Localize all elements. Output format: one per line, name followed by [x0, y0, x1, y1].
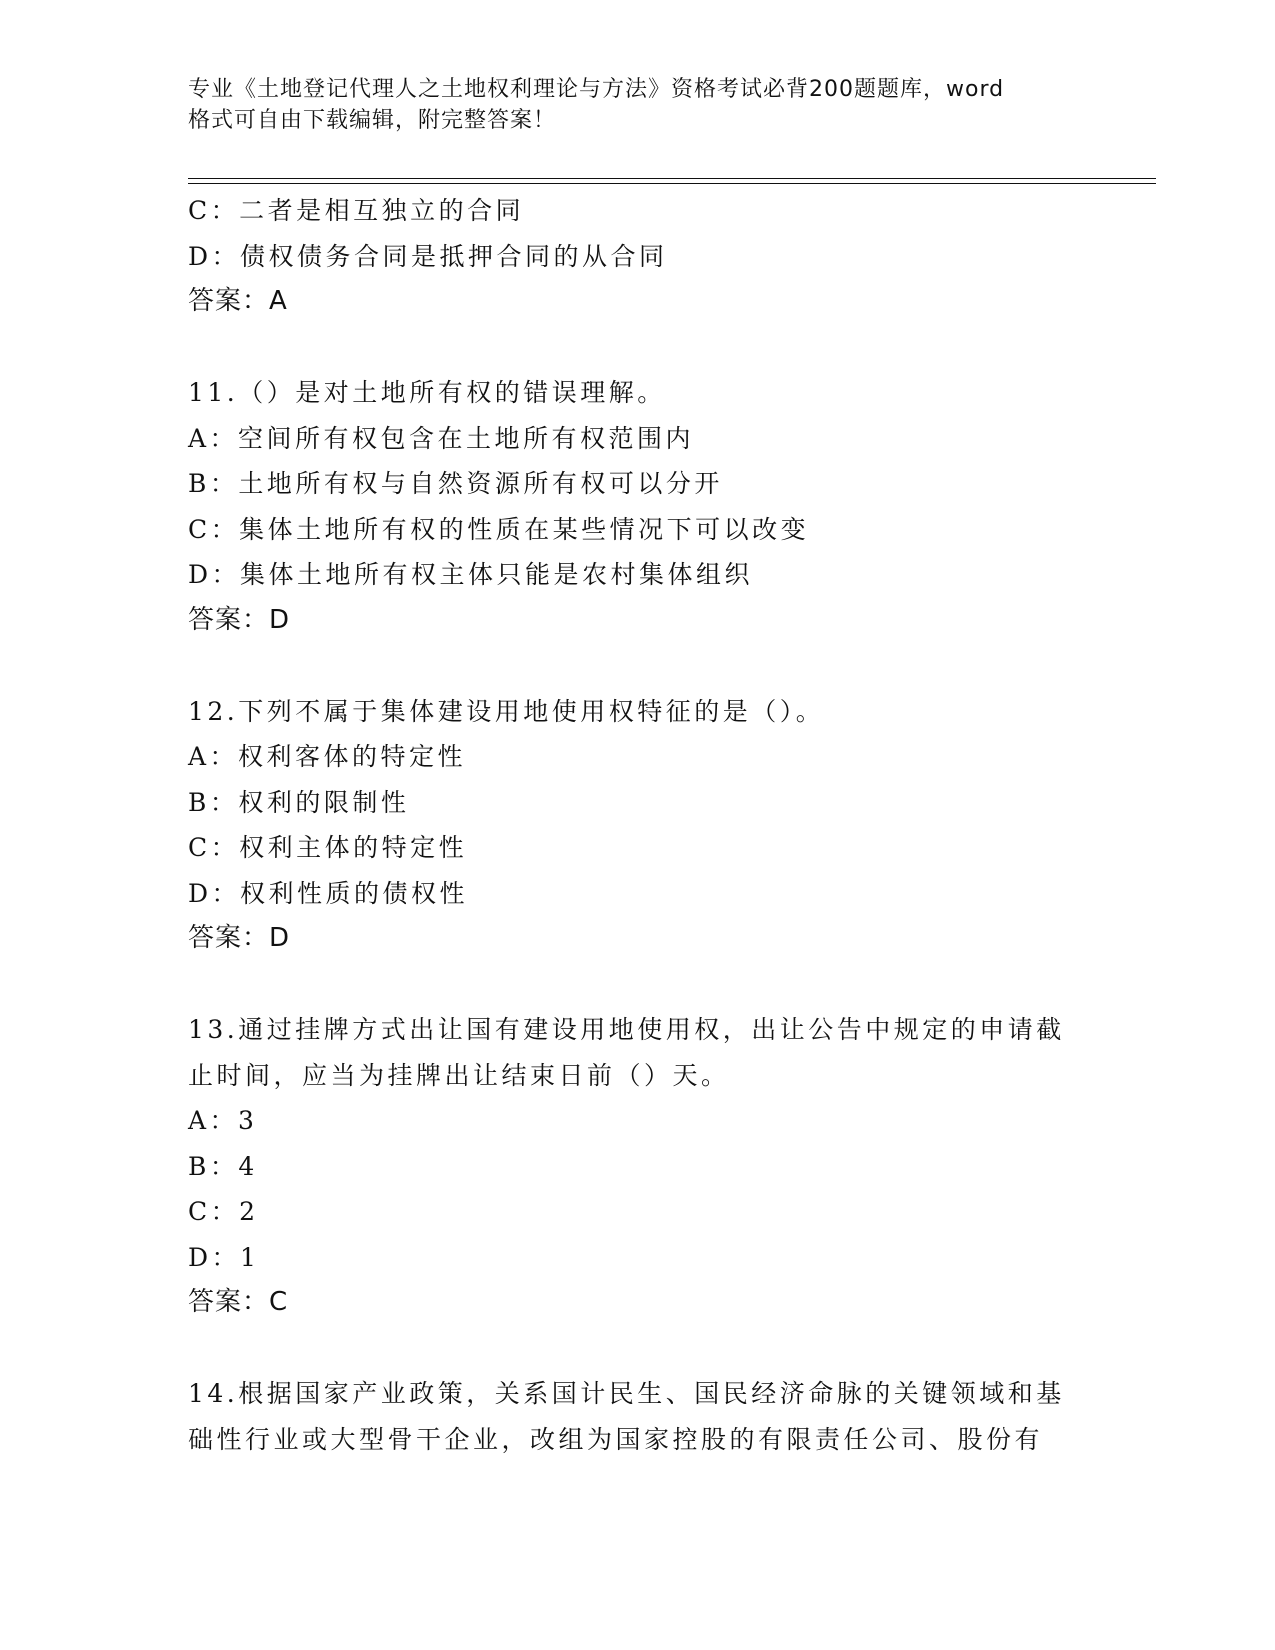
option-b: B：权利的限制性 — [188, 787, 410, 817]
question-text-line-2: 础性行业或大型骨干企业，改组为国家控股的有限责任公司、股份有 — [188, 1424, 1044, 1454]
question-text-line-1: 13.通过挂牌方式出让国有建设用地使用权，出让公告中规定的申请截 — [188, 1015, 1065, 1044]
question-11 — [188, 370, 1088, 643]
option-c: C：2 — [188, 1197, 259, 1226]
question-text-line-2: 止时间，应当为挂牌出让结束日前（）天。 — [188, 1060, 730, 1090]
option-a: A：空间所有权包含在土地所有权范围内 — [188, 423, 695, 453]
spacer — [188, 325, 1088, 371]
header-divider-bottom — [188, 183, 1156, 184]
question-text: 12.下列不属于集体建设用地使用权特征的是（）。 — [188, 696, 825, 726]
question-12 — [188, 689, 1088, 962]
document-header — [188, 74, 1068, 136]
question-list — [188, 188, 1088, 1462]
answer: 答案：A — [188, 286, 288, 316]
spacer — [188, 962, 1088, 1008]
header-title-line-1: 专业《土地登记代理人之土地权利理论与方法》资格考试必背200题题库，word — [188, 77, 1005, 102]
answer: 答案：D — [188, 923, 291, 953]
option-d: D：债权债务合同是抵押合同的从合同 — [188, 241, 668, 271]
question-text-line-1: 14.根据国家产业政策，关系国计民生、国民经济命脉的关键领域和基 — [188, 1379, 1065, 1408]
option-a: A：3 — [188, 1106, 258, 1135]
header-title-line-2: 格式可自由下载编辑，附完整答案！ — [188, 108, 557, 133]
option-b: B：4 — [188, 1151, 258, 1181]
option-c: C：二者是相互独立的合同 — [188, 196, 525, 225]
spacer — [188, 643, 1088, 689]
header-divider-top — [188, 178, 1156, 179]
question-13 — [188, 1007, 1088, 1326]
option-d: D：权利性质的债权性 — [188, 878, 469, 908]
option-d: D：集体土地所有权主体只能是农村集体组织 — [188, 560, 754, 589]
answer: 答案：C — [188, 1287, 289, 1317]
question-10-continued — [188, 188, 1088, 325]
option-d: D：1 — [188, 1242, 260, 1272]
option-a: A：权利客体的特定性 — [188, 742, 467, 771]
answer: 答案：D — [188, 604, 291, 635]
option-b: B：土地所有权与自然资源所有权可以分开 — [188, 469, 723, 498]
spacer — [188, 1326, 1088, 1372]
option-c: C：集体土地所有权的性质在某些情况下可以改变 — [188, 514, 810, 544]
option-c: C：权利主体的特定性 — [188, 833, 468, 862]
question-text: 11.（）是对土地所有权的错误理解。 — [188, 378, 666, 407]
question-14 — [188, 1371, 1088, 1462]
